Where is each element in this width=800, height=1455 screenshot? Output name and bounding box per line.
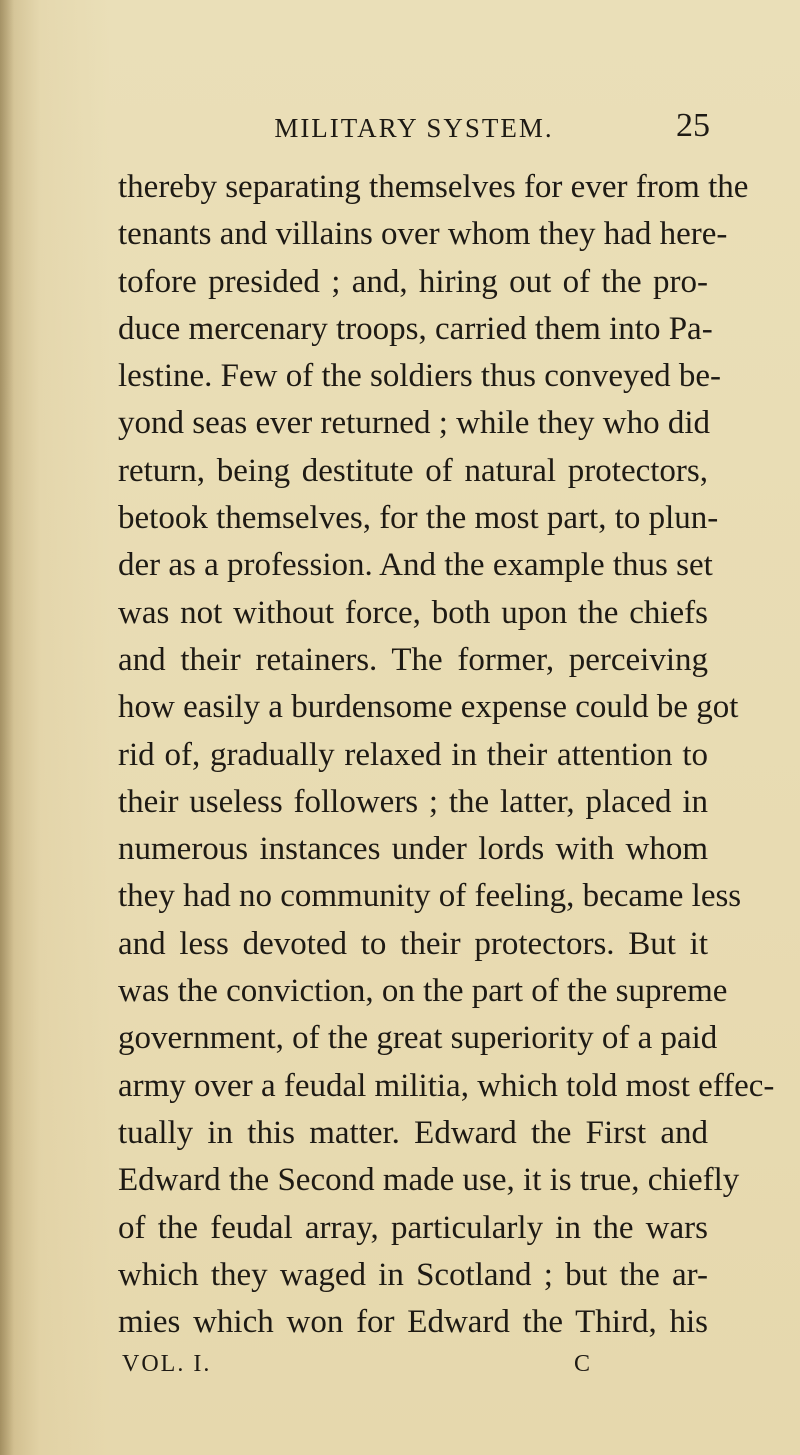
text-line: mies which won for Edward the Third, his <box>118 1304 708 1341</box>
page-footer <box>118 1346 708 1382</box>
page-header <box>118 107 710 152</box>
text-line: and their retainers. The former, perceiving <box>118 641 708 678</box>
text-line: tually in this matter. Edward the First and <box>118 1114 708 1151</box>
body-text <box>118 164 775 1346</box>
text-line: which they waged in Scotland ; but the ar- <box>118 1256 708 1293</box>
signature-mark: C <box>574 1351 591 1377</box>
text-line: der as a profession. And the example thus set <box>118 547 713 584</box>
text-line: was the conviction, on the part of the supreme <box>118 973 728 1010</box>
text-line: return, being destitute of natural protectors, <box>118 452 708 489</box>
text-line: tofore presided ; and, hiring out of the pro- <box>118 263 708 300</box>
text-line: of the feudal array, particularly in the wars <box>118 1209 708 1246</box>
volume-mark: VOL. I. <box>122 1351 212 1377</box>
text-line: their useless followers ; the latter, placed in <box>118 783 708 820</box>
text-line: duce mercenary troops, carried them into Pa- <box>118 310 713 347</box>
text-line: betook themselves, for the most part, to plun- <box>118 500 719 537</box>
text-line: numerous instances under lords with whom <box>118 831 708 868</box>
text-line: tenants and villains over whom they had here- <box>118 216 728 253</box>
text-line: government, of the great superiority of a paid <box>118 1020 718 1057</box>
text-line: army over a feudal militia, which told most effec- <box>118 1067 775 1104</box>
text-line: they had no community of feeling, became less <box>118 878 742 915</box>
text-line: rid of, gradually relaxed in their attention to <box>118 736 708 773</box>
text-line: yond seas ever returned ; while they who did <box>118 405 711 442</box>
text-line: was not without force, both upon the chiefs <box>118 594 708 631</box>
page-number: 25 <box>676 107 710 144</box>
text-line: thereby separating themselves for ever from the <box>118 169 749 205</box>
running-head: MILITARY SYSTEM. <box>274 113 554 143</box>
text-line: Edward the Second made use, it is true, chiefly <box>118 1162 740 1199</box>
text-line: and less devoted to their protectors. But it <box>118 925 708 962</box>
text-line: how easily a burdensome expense could be got <box>118 689 739 726</box>
text-line: lestine. Few of the soldiers thus conveyed be- <box>118 358 722 395</box>
page-gutter-shadow <box>0 0 14 1455</box>
